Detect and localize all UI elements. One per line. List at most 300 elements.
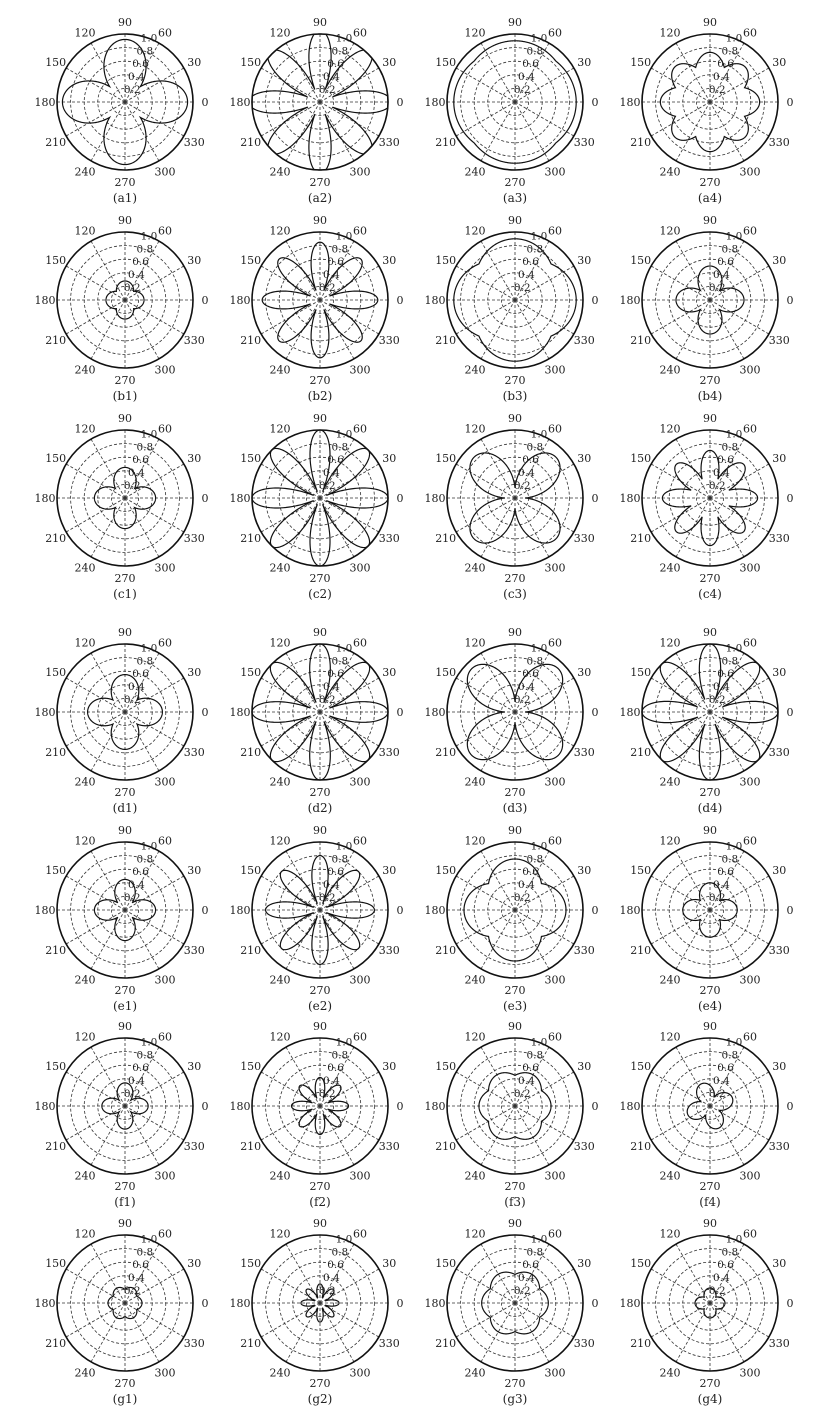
polar-plot-c1 xyxy=(35,412,209,601)
angle-tick-label: 30 xyxy=(577,254,592,267)
radial-tick-label: 0.8 xyxy=(136,243,154,256)
angular-grid-spoke xyxy=(66,1269,125,1303)
angle-tick-label: 300 xyxy=(739,1169,761,1183)
radial-tick-label: 0.6 xyxy=(327,256,344,269)
angle-tick-label: 330 xyxy=(573,136,595,149)
polar-plot-c4 xyxy=(620,412,794,601)
angle-tick-label: 0 xyxy=(201,706,209,719)
angle-tick-label: 60 xyxy=(353,834,367,848)
angle-tick-label: 270 xyxy=(699,1377,721,1390)
angle-tick-label: 300 xyxy=(739,561,761,575)
angular-grid-spoke xyxy=(651,1106,710,1140)
angular-grid-spoke xyxy=(456,266,515,300)
angle-tick-label: 240 xyxy=(74,775,96,789)
angular-grid-spoke xyxy=(710,1106,744,1165)
radial-tick-label: 0.4 xyxy=(713,879,730,892)
angle-tick-label: 180 xyxy=(424,706,446,719)
angle-tick-label: 0 xyxy=(396,1100,404,1113)
angle-tick-label: 180 xyxy=(34,96,56,109)
angular-grid-spoke xyxy=(456,1072,515,1106)
angle-tick-label: 270 xyxy=(114,374,136,387)
radial-tick-label: 0.8 xyxy=(721,655,739,668)
angular-grid-spoke xyxy=(481,102,515,161)
angle-tick-label: 180 xyxy=(34,904,56,917)
angle-tick-label: 240 xyxy=(464,561,486,575)
angle-tick-label: 60 xyxy=(353,224,367,238)
radial-tick-label: 0.2 xyxy=(708,480,726,493)
angular-grid-spoke xyxy=(456,464,515,498)
angular-grid-spoke xyxy=(651,68,710,102)
angle-tick-label: 300 xyxy=(739,775,761,789)
angle-tick-label: 60 xyxy=(743,834,757,848)
radial-tick-label: 0.8 xyxy=(526,1049,544,1062)
angle-tick-label: 60 xyxy=(353,636,367,650)
radial-tick-label: 0.8 xyxy=(136,1049,154,1062)
angle-tick-label: 330 xyxy=(378,136,400,149)
angular-grid-spoke xyxy=(710,1106,769,1140)
radial-tick-label: 0.6 xyxy=(522,668,539,681)
subplot-caption: (c2) xyxy=(308,587,332,601)
radial-tick-label: 0.4 xyxy=(518,467,535,480)
subplot-caption: (d4) xyxy=(697,801,723,815)
angle-tick-label: 150 xyxy=(435,452,457,465)
angle-tick-label: 60 xyxy=(548,834,562,848)
angular-grid-spoke xyxy=(125,1106,184,1140)
subplot-caption: (g4) xyxy=(697,1392,723,1406)
radial-tick-label: 1.0 xyxy=(140,230,158,243)
angular-grid-spoke xyxy=(125,1106,159,1165)
angular-grid-spoke xyxy=(676,1303,710,1362)
angle-tick-label: 0 xyxy=(396,706,404,719)
angle-tick-label: 300 xyxy=(544,1169,566,1183)
radial-tick-label: 0.2 xyxy=(318,282,336,295)
angle-tick-label: 150 xyxy=(435,1060,457,1073)
angle-tick-label: 210 xyxy=(45,334,67,347)
angle-tick-label: 240 xyxy=(269,1169,291,1183)
angle-tick-label: 60 xyxy=(743,636,757,650)
subplot-caption: (a4) xyxy=(697,191,723,205)
angle-tick-label: 180 xyxy=(424,492,446,505)
angle-tick-label: 150 xyxy=(45,452,67,465)
radial-tick-label: 0.4 xyxy=(323,71,340,84)
angular-grid-spoke xyxy=(320,102,379,136)
angle-tick-label: 120 xyxy=(659,834,681,848)
polar-plot-d3 xyxy=(425,626,599,815)
angular-grid-spoke xyxy=(456,712,515,746)
angular-grid-spoke xyxy=(481,439,515,498)
angle-tick-label: 180 xyxy=(229,904,251,917)
radial-tick-label: 0.4 xyxy=(323,879,340,892)
angle-tick-label: 180 xyxy=(229,1100,251,1113)
radial-tick-label: 0.4 xyxy=(128,467,145,480)
angle-tick-label: 330 xyxy=(573,944,595,957)
angular-grid-spoke xyxy=(651,910,710,944)
angular-grid-spoke xyxy=(710,1303,744,1362)
radial-tick-label: 0.6 xyxy=(717,1062,734,1075)
angle-tick-label: 60 xyxy=(743,26,757,40)
radial-tick-label: 1.0 xyxy=(140,642,158,655)
angle-tick-label: 300 xyxy=(349,1169,371,1183)
radial-tick-label: 0.2 xyxy=(318,1285,336,1298)
polar-plot-f2 xyxy=(230,1020,404,1209)
angular-grid-spoke xyxy=(286,102,320,161)
angle-tick-label: 30 xyxy=(382,666,397,679)
angular-grid-spoke xyxy=(515,712,549,771)
radial-tick-label: 0.4 xyxy=(713,1272,730,1285)
angle-tick-label: 30 xyxy=(382,1060,397,1073)
angular-grid-spoke xyxy=(261,68,320,102)
angular-grid-spoke xyxy=(91,1047,125,1106)
angle-tick-label: 120 xyxy=(269,834,291,848)
angle-tick-label: 180 xyxy=(619,904,641,917)
angle-tick-label: 180 xyxy=(34,706,56,719)
angle-tick-label: 120 xyxy=(464,834,486,848)
angle-tick-label: 300 xyxy=(349,363,371,377)
angle-tick-label: 210 xyxy=(45,136,67,149)
polar-plot-g3 xyxy=(425,1217,599,1406)
radial-tick-label: 0.2 xyxy=(318,480,336,493)
angle-tick-label: 150 xyxy=(45,254,67,267)
angle-tick-label: 210 xyxy=(630,746,652,759)
angle-tick-label: 0 xyxy=(591,706,599,719)
angular-grid-spoke xyxy=(676,851,710,910)
radial-tick-label: 0.8 xyxy=(526,655,544,668)
radial-tick-label: 0.4 xyxy=(518,71,535,84)
angle-tick-label: 150 xyxy=(240,452,262,465)
angle-tick-label: 150 xyxy=(630,864,652,877)
angle-tick-label: 210 xyxy=(630,944,652,957)
radial-tick-label: 0.6 xyxy=(327,1259,344,1272)
radial-tick-label: 0.4 xyxy=(128,879,145,892)
radial-tick-label: 0.8 xyxy=(331,1049,349,1062)
angle-tick-label: 330 xyxy=(378,746,400,759)
radial-tick-label: 0.8 xyxy=(136,853,154,866)
angle-tick-label: 330 xyxy=(378,1337,400,1350)
radial-tick-label: 0.4 xyxy=(713,467,730,480)
angle-tick-label: 30 xyxy=(577,452,592,465)
angle-tick-label: 300 xyxy=(349,1366,371,1380)
subplot-caption: (a1) xyxy=(112,191,138,205)
angle-tick-label: 90 xyxy=(313,824,327,837)
angle-tick-label: 210 xyxy=(630,1337,652,1350)
angle-tick-label: 120 xyxy=(269,26,291,40)
angle-tick-label: 150 xyxy=(240,666,262,679)
angle-tick-label: 330 xyxy=(183,944,205,957)
angular-grid-spoke xyxy=(91,712,125,771)
angle-tick-label: 300 xyxy=(154,973,176,987)
angle-tick-label: 0 xyxy=(786,904,794,917)
angular-grid-spoke xyxy=(261,1106,320,1140)
angle-tick-label: 270 xyxy=(114,984,136,997)
angle-tick-label: 90 xyxy=(313,1217,327,1230)
radial-tick-label: 1.0 xyxy=(335,428,353,441)
angular-grid-spoke xyxy=(651,1072,710,1106)
subplot-caption: (b2) xyxy=(307,389,333,403)
angular-grid-spoke xyxy=(286,1047,320,1106)
radial-tick-label: 0.6 xyxy=(132,256,149,269)
angle-tick-label: 0 xyxy=(786,294,794,307)
radial-tick-label: 0.2 xyxy=(708,1088,726,1101)
angular-grid-spoke xyxy=(515,1106,549,1165)
subplot-caption: (a3) xyxy=(502,191,528,205)
angular-grid-spoke xyxy=(481,1244,515,1303)
angle-tick-label: 270 xyxy=(309,1180,331,1193)
angle-tick-label: 240 xyxy=(659,165,681,179)
angular-grid-spoke xyxy=(710,910,744,969)
angular-grid-spoke xyxy=(710,102,769,136)
angular-grid-spoke xyxy=(66,1072,125,1106)
angle-tick-label: 120 xyxy=(464,26,486,40)
angle-tick-label: 60 xyxy=(548,636,562,650)
angular-grid-spoke xyxy=(320,1106,379,1140)
angle-tick-label: 90 xyxy=(118,1217,132,1230)
radial-tick-label: 1.0 xyxy=(140,1233,158,1246)
angle-tick-label: 30 xyxy=(382,56,397,69)
angle-tick-label: 120 xyxy=(269,1030,291,1044)
angle-tick-label: 150 xyxy=(45,1060,67,1073)
angular-grid-spoke xyxy=(125,1303,159,1362)
subplot-caption: (g1) xyxy=(112,1392,138,1406)
angle-tick-label: 330 xyxy=(573,1140,595,1153)
angle-tick-label: 270 xyxy=(504,176,526,189)
radial-tick-label: 0.6 xyxy=(522,256,539,269)
angular-grid-spoke xyxy=(481,43,515,102)
angle-tick-label: 270 xyxy=(114,786,136,799)
angle-tick-label: 90 xyxy=(118,626,132,639)
angle-tick-label: 30 xyxy=(187,56,202,69)
subplot-caption: (c1) xyxy=(113,587,137,601)
radial-tick-label: 0.8 xyxy=(721,441,739,454)
subplot-caption: (f3) xyxy=(504,1195,526,1209)
polar-plot-f1 xyxy=(35,1020,209,1209)
angle-tick-label: 330 xyxy=(183,136,205,149)
radial-tick-label: 0.4 xyxy=(518,1272,535,1285)
angle-tick-label: 120 xyxy=(74,26,96,40)
angle-tick-label: 60 xyxy=(158,224,172,238)
angular-grid-spoke xyxy=(481,653,515,712)
angle-tick-label: 150 xyxy=(630,1257,652,1270)
radial-tick-label: 0.2 xyxy=(123,892,141,905)
angle-tick-label: 240 xyxy=(269,561,291,575)
angle-tick-label: 60 xyxy=(158,422,172,436)
angle-tick-label: 150 xyxy=(435,254,457,267)
angle-tick-label: 270 xyxy=(114,176,136,189)
radial-tick-label: 1.0 xyxy=(530,428,548,441)
angle-tick-label: 90 xyxy=(118,214,132,227)
angular-grid-spoke xyxy=(676,1244,710,1303)
angular-grid-spoke xyxy=(125,300,159,359)
radial-tick-label: 0.8 xyxy=(136,655,154,668)
polar-plot-a3 xyxy=(425,16,599,205)
angle-tick-label: 270 xyxy=(699,1180,721,1193)
polar-plot-b4 xyxy=(620,214,794,403)
radial-tick-label: 0.8 xyxy=(331,655,349,668)
radial-tick-label: 0.6 xyxy=(522,1062,539,1075)
angle-tick-label: 90 xyxy=(118,412,132,425)
angle-tick-label: 0 xyxy=(591,1100,599,1113)
angle-tick-label: 330 xyxy=(183,334,205,347)
subplot-caption: (d3) xyxy=(502,801,528,815)
angle-tick-label: 270 xyxy=(504,1180,526,1193)
angle-tick-label: 180 xyxy=(424,904,446,917)
angular-grid-spoke xyxy=(676,102,710,161)
angular-grid-spoke xyxy=(91,1106,125,1165)
angle-tick-label: 30 xyxy=(772,254,787,267)
angle-tick-label: 120 xyxy=(74,224,96,238)
angle-tick-label: 30 xyxy=(772,452,787,465)
radial-tick-label: 0.2 xyxy=(708,282,726,295)
angle-tick-label: 180 xyxy=(34,492,56,505)
angle-tick-label: 240 xyxy=(659,363,681,377)
angle-tick-label: 90 xyxy=(508,214,522,227)
angle-tick-label: 0 xyxy=(591,492,599,505)
angular-grid-spoke xyxy=(125,712,159,771)
polar-plot-g4 xyxy=(620,1217,794,1406)
radial-tick-label: 0.6 xyxy=(717,58,734,71)
angle-tick-label: 90 xyxy=(508,626,522,639)
angle-tick-label: 90 xyxy=(703,16,717,29)
radial-tick-label: 0.2 xyxy=(318,1088,336,1101)
angle-tick-label: 240 xyxy=(74,363,96,377)
angle-tick-label: 90 xyxy=(703,824,717,837)
polar-plot-g2 xyxy=(230,1217,404,1406)
radial-tick-label: 0.4 xyxy=(713,1075,730,1088)
angle-tick-label: 90 xyxy=(508,16,522,29)
angular-grid-spoke xyxy=(676,910,710,969)
angle-tick-label: 60 xyxy=(548,224,562,238)
radial-tick-label: 0.2 xyxy=(708,1285,726,1298)
angular-grid-spoke xyxy=(515,1303,549,1362)
angle-tick-label: 210 xyxy=(240,532,262,545)
angular-grid-spoke xyxy=(651,876,710,910)
radial-tick-label: 0.8 xyxy=(331,441,349,454)
subplot-caption: (a2) xyxy=(307,191,333,205)
angle-tick-label: 30 xyxy=(382,1257,397,1270)
angle-tick-label: 150 xyxy=(45,666,67,679)
angle-tick-label: 240 xyxy=(74,165,96,179)
radial-tick-label: 1.0 xyxy=(725,840,743,853)
angular-grid-spoke xyxy=(651,1269,710,1303)
angle-tick-label: 240 xyxy=(74,973,96,987)
radial-tick-label: 0.6 xyxy=(132,866,149,879)
angle-tick-label: 270 xyxy=(699,572,721,585)
angle-tick-label: 210 xyxy=(435,136,457,149)
angle-tick-label: 240 xyxy=(269,363,291,377)
angular-grid-spoke xyxy=(125,300,184,334)
angle-tick-label: 0 xyxy=(396,96,404,109)
angle-tick-label: 270 xyxy=(699,984,721,997)
radial-tick-label: 0.6 xyxy=(327,1062,344,1075)
angle-tick-label: 120 xyxy=(464,422,486,436)
angle-tick-label: 300 xyxy=(349,165,371,179)
angular-grid-spoke xyxy=(320,1106,354,1165)
subplot-caption: (e3) xyxy=(502,999,528,1013)
angle-tick-label: 180 xyxy=(619,706,641,719)
angle-tick-label: 300 xyxy=(349,775,371,789)
angle-tick-label: 270 xyxy=(114,572,136,585)
radial-tick-label: 0.8 xyxy=(136,45,154,58)
angular-grid-spoke xyxy=(481,712,515,771)
angle-tick-label: 330 xyxy=(183,532,205,545)
angle-tick-label: 240 xyxy=(269,775,291,789)
angle-tick-label: 60 xyxy=(743,1227,757,1241)
angle-tick-label: 330 xyxy=(768,136,790,149)
angular-grid-spoke xyxy=(456,300,515,334)
polar-plot-c2 xyxy=(230,412,404,601)
angle-tick-label: 240 xyxy=(269,1366,291,1380)
angular-grid-spoke xyxy=(481,300,515,359)
angular-grid-spoke xyxy=(125,712,184,746)
angular-grid-spoke xyxy=(710,1303,769,1337)
subplot-caption: (d1) xyxy=(112,801,138,815)
angle-tick-label: 300 xyxy=(154,363,176,377)
angle-tick-label: 30 xyxy=(382,864,397,877)
radial-tick-label: 0.2 xyxy=(513,892,531,905)
angle-tick-label: 0 xyxy=(591,1297,599,1310)
angle-tick-label: 150 xyxy=(630,452,652,465)
angular-grid-spoke xyxy=(456,102,515,136)
radial-tick-label: 0.2 xyxy=(708,84,726,97)
angle-tick-label: 150 xyxy=(630,56,652,69)
angle-tick-label: 90 xyxy=(703,1020,717,1033)
angle-tick-label: 60 xyxy=(158,1030,172,1044)
angle-tick-label: 300 xyxy=(739,165,761,179)
angle-tick-label: 210 xyxy=(435,944,457,957)
angle-tick-label: 240 xyxy=(269,973,291,987)
angle-tick-label: 30 xyxy=(772,56,787,69)
angle-tick-label: 60 xyxy=(743,224,757,238)
angle-tick-label: 0 xyxy=(201,492,209,505)
angle-tick-label: 270 xyxy=(309,572,331,585)
radial-tick-label: 0.6 xyxy=(327,454,344,467)
angle-tick-label: 0 xyxy=(396,904,404,917)
subplot-caption: (c4) xyxy=(698,587,722,601)
radial-tick-label: 1.0 xyxy=(140,1036,158,1049)
angle-tick-label: 30 xyxy=(772,864,787,877)
angle-tick-label: 30 xyxy=(577,1257,592,1270)
angle-tick-label: 300 xyxy=(154,165,176,179)
angle-tick-label: 90 xyxy=(118,1020,132,1033)
angular-grid-spoke xyxy=(676,1047,710,1106)
subplot-caption: (b4) xyxy=(697,389,723,403)
angle-tick-label: 90 xyxy=(508,1217,522,1230)
radial-tick-label: 0.4 xyxy=(323,1075,340,1088)
angular-grid-spoke xyxy=(481,1047,515,1106)
radial-tick-label: 0.4 xyxy=(128,681,145,694)
angle-tick-label: 120 xyxy=(269,224,291,238)
angle-tick-label: 210 xyxy=(45,746,67,759)
polar-plot-g1 xyxy=(35,1217,209,1406)
angle-tick-label: 300 xyxy=(349,973,371,987)
angular-grid-spoke xyxy=(515,1106,574,1140)
angle-tick-label: 330 xyxy=(768,1140,790,1153)
angle-tick-label: 150 xyxy=(240,1257,262,1270)
angle-tick-label: 300 xyxy=(544,363,566,377)
radial-tick-label: 0.2 xyxy=(513,480,531,493)
radial-tick-label: 0.6 xyxy=(132,1062,149,1075)
radial-tick-label: 1.0 xyxy=(530,642,548,655)
angle-tick-label: 180 xyxy=(424,294,446,307)
angle-tick-label: 210 xyxy=(435,1337,457,1350)
angle-tick-label: 120 xyxy=(74,636,96,650)
radial-tick-label: 0.8 xyxy=(331,853,349,866)
angular-grid-spoke xyxy=(481,1106,515,1165)
angular-grid-spoke xyxy=(320,102,354,161)
angle-tick-label: 0 xyxy=(396,492,404,505)
angular-grid-spoke xyxy=(676,43,710,102)
angle-tick-label: 120 xyxy=(74,422,96,436)
radial-tick-label: 0.2 xyxy=(123,480,141,493)
